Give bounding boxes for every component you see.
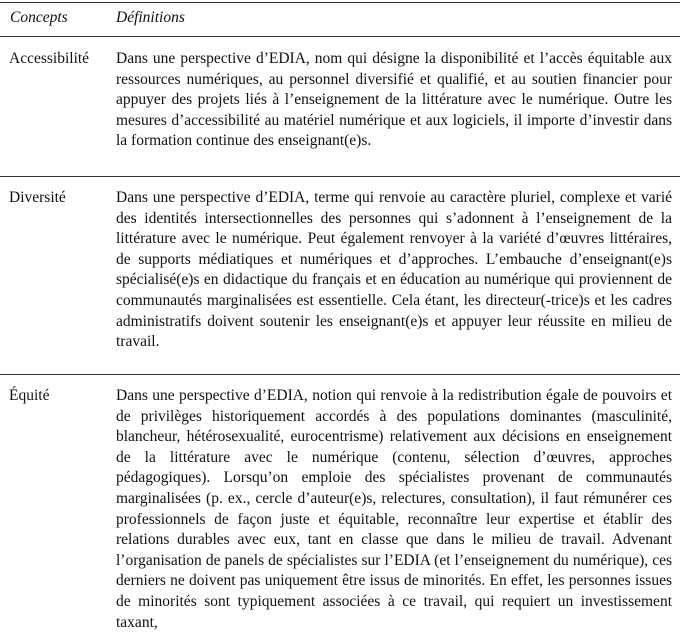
concept-term: Diversité: [9, 189, 66, 206]
concept-definition: Dans une perspective d’EDIA, nom qui désigne la disponibilité et l’accès équitable aux ressources numériques, au personnel diversifié et qualifié, et au soutien financier pour appuyer des projets liés à l’enseignement de la littérature avec le numérique. Outre les mesures d’accessibilité au matériel numérique et aux logiciels, il importe d’investir dans la formation continue des enseignant(e)s.: [116, 50, 672, 150]
concept-definition: Dans une perspective d’EDIA, terme qui renvoie au caractère pluriel, complexe et varié des identités intersectionnelles des personnes qui s’adonnent à l’enseignement de la littérature avec le numérique. Peut également renvoyer à la variété d’œuvres littéraires, de supports médiatiques et numériques et d’approches. L’embauche d’enseignant(e)s spécialisé(e)s en didactique du français et en éducation au numérique qui proviennent de communautés marginalisées est essentielle. Cela étant, les directeur(-trice)s et les cadres administratifs doivent soutenir les enseignant(e)s et appuyer leur réussite en milieu de travail.: [116, 189, 672, 351]
header-definitions: Définitions: [116, 9, 185, 26]
row-divider: [0, 374, 680, 375]
concept-term: Accessibilité: [9, 50, 90, 67]
concept-definition: Dans une perspective d’EDIA, notion qui renvoie à la redistribution égale de pouvoirs et de privilèges historiquement accordés à des populations dominantes (masculinité, blancheur, hétérosexualité, eurocentrisme) relativement aux décisions en enseignement de la littérature avec le numérique (contenu, sélection d’œuvres, approches pédagogiques). Lorsqu’on emploie des spécialistes provenant de communautés marginalisées (p. ex., cercle d’auteur(e)s, relectures, consultation), il faut rémunérer ces professionnels de façon juste et équitable, reconnaître leur expertise et établir des relations durables avec eux, tant en classe que dans le milieu de travail. Advenant l’organisation de panels de spécialistes sur l’EDIA (et l’enseignement du numérique), ces derniers ne doivent pas uniquement être issus de minorités. En effet, les personnes issues de minorités sont typiquement associées à ce travail, qui requiert un investissement taxant,: [116, 387, 672, 631]
header-bottom-rule: [0, 36, 680, 37]
table-top-rule: [0, 2, 680, 3]
concept-term: Équité: [9, 387, 50, 404]
row-divider: [0, 176, 680, 177]
header-concepts: Concepts: [10, 9, 68, 26]
